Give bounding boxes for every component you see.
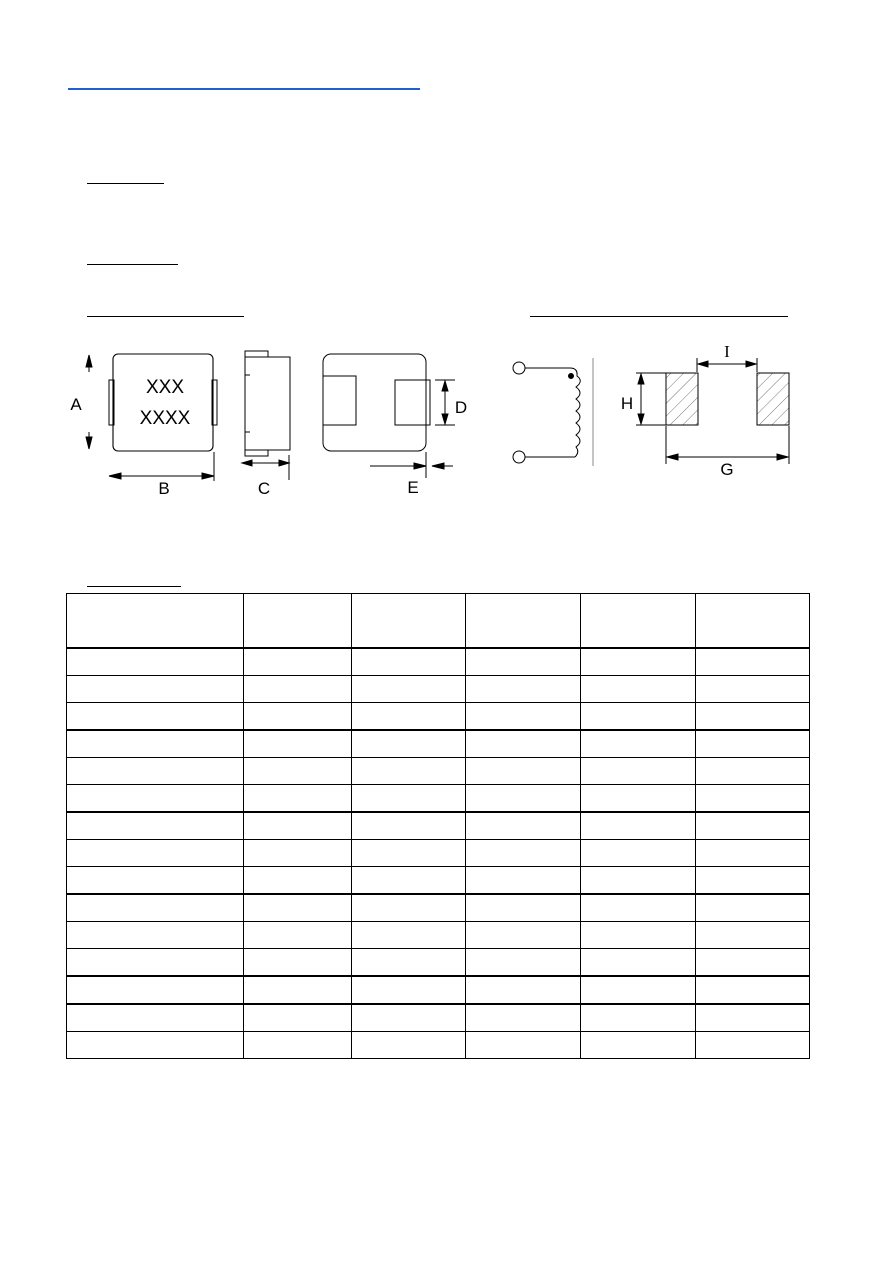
dimension-d-line	[435, 380, 455, 425]
table-cell	[466, 703, 581, 731]
table-cell	[67, 648, 244, 676]
table-cell	[67, 867, 244, 895]
table-cell	[352, 840, 466, 867]
table-row	[67, 867, 810, 895]
table-cell	[581, 1004, 696, 1032]
table-cell	[581, 676, 696, 703]
table-row	[67, 730, 810, 758]
table-cell	[696, 1004, 810, 1032]
table-row	[67, 1004, 810, 1032]
front-view	[109, 354, 217, 451]
bottom-view	[323, 354, 430, 451]
table-cell	[696, 785, 810, 813]
table-row	[67, 949, 810, 977]
table-row	[67, 894, 810, 922]
table-cell	[466, 976, 581, 1004]
label-b: B	[158, 479, 170, 498]
table-cell	[466, 758, 581, 785]
table-cell	[696, 812, 810, 840]
table-cell	[696, 730, 810, 758]
table-cell	[696, 922, 810, 949]
schematic-heading-underline	[530, 316, 788, 317]
table-cell	[466, 812, 581, 840]
table-cell	[466, 867, 581, 895]
table-cell	[581, 730, 696, 758]
table-cell	[696, 976, 810, 1004]
table-cell	[244, 758, 352, 785]
section-heading-underline-1	[87, 183, 164, 184]
table-cell	[352, 730, 466, 758]
label-d: D	[454, 398, 468, 417]
table-cell	[696, 949, 810, 977]
table-header-cell	[581, 594, 696, 649]
table-row	[67, 676, 810, 703]
table-cell	[67, 730, 244, 758]
table-cell	[352, 785, 466, 813]
table-cell	[466, 894, 581, 922]
table-cell	[67, 922, 244, 949]
table-cell	[352, 676, 466, 703]
table-row	[67, 976, 810, 1004]
table-cell	[352, 1032, 466, 1059]
table-cell	[244, 867, 352, 895]
table-header-cell	[244, 594, 352, 649]
table-cell	[244, 949, 352, 977]
table-cell	[352, 648, 466, 676]
table-cell	[352, 812, 466, 840]
table-cell	[581, 758, 696, 785]
table-header-cell	[696, 594, 810, 649]
table-cell	[244, 703, 352, 731]
table-cell	[67, 703, 244, 731]
dimension-e-line	[370, 452, 453, 478]
table-cell	[696, 703, 810, 731]
table-cell	[244, 840, 352, 867]
label-i: I	[724, 342, 730, 361]
table-header-cell	[466, 594, 581, 649]
table-cell	[352, 894, 466, 922]
table-cell	[581, 812, 696, 840]
dimension-b-line	[109, 452, 214, 481]
table-cell	[244, 976, 352, 1004]
marking-line-1: XXX	[145, 377, 185, 398]
table-header-cell	[352, 594, 466, 649]
table-cell	[581, 648, 696, 676]
label-g: G	[720, 460, 734, 479]
table-row	[67, 648, 810, 676]
table-cell	[466, 949, 581, 977]
table-cell	[67, 1004, 244, 1032]
table-cell	[352, 949, 466, 977]
table-cell	[466, 840, 581, 867]
table-cell	[466, 785, 581, 813]
table-cell	[244, 1032, 352, 1059]
table-cell	[581, 922, 696, 949]
table-cell	[696, 840, 810, 867]
table-cell	[581, 840, 696, 867]
table-cell	[352, 1004, 466, 1032]
table-cell	[696, 894, 810, 922]
table-cell	[466, 1004, 581, 1032]
side-view	[245, 351, 290, 456]
dimension-drawing	[0, 330, 892, 505]
table-cell	[67, 812, 244, 840]
table-row	[67, 703, 810, 731]
label-h: H	[620, 394, 634, 413]
label-c: C	[257, 479, 271, 498]
table-row	[67, 758, 810, 785]
table-cell	[352, 867, 466, 895]
table-cell	[696, 758, 810, 785]
table-cell	[244, 676, 352, 703]
dimension-a-arrows	[86, 355, 92, 449]
table-cell	[696, 1032, 810, 1059]
dimensions-heading-underline	[87, 316, 244, 317]
table-cell	[352, 922, 466, 949]
table-cell	[352, 976, 466, 1004]
table-cell	[581, 703, 696, 731]
table-cell	[581, 894, 696, 922]
land-pattern	[636, 358, 789, 464]
table-header-row	[67, 594, 810, 649]
table-row	[67, 812, 810, 840]
table-row	[67, 1032, 810, 1059]
table-cell	[244, 1004, 352, 1032]
label-e: E	[407, 478, 419, 497]
table-cell	[67, 840, 244, 867]
section-heading-underline-2	[87, 264, 178, 265]
table-cell	[352, 703, 466, 731]
document-title-link-underline[interactable]	[68, 88, 420, 90]
table-cell	[466, 730, 581, 758]
table-cell	[67, 676, 244, 703]
table-cell	[244, 785, 352, 813]
table-cell	[696, 648, 810, 676]
table-cell	[581, 785, 696, 813]
table-row	[67, 785, 810, 813]
table-cell	[352, 758, 466, 785]
table-cell	[244, 894, 352, 922]
table-cell	[581, 1032, 696, 1059]
table-cell	[244, 812, 352, 840]
table-cell	[581, 949, 696, 977]
label-a: A	[70, 395, 82, 414]
table-cell	[244, 922, 352, 949]
table-cell	[696, 676, 810, 703]
table-cell	[466, 922, 581, 949]
table-row	[67, 840, 810, 867]
table-cell	[581, 867, 696, 895]
table-row	[67, 922, 810, 949]
inductor-schematic	[513, 358, 593, 466]
table-header-cell	[67, 594, 244, 649]
table-cell	[244, 730, 352, 758]
marking-line-2: XXXX	[139, 408, 191, 429]
table-cell	[67, 949, 244, 977]
dimension-c-line	[242, 455, 289, 480]
specifications-heading-underline	[87, 586, 181, 587]
table-cell	[67, 894, 244, 922]
table-cell	[466, 648, 581, 676]
table-cell	[466, 1032, 581, 1059]
table-cell	[67, 758, 244, 785]
table-cell	[581, 976, 696, 1004]
table-cell	[696, 867, 810, 895]
table-cell	[67, 976, 244, 1004]
table-cell	[67, 785, 244, 813]
specifications-table	[66, 593, 810, 1059]
table-cell	[244, 648, 352, 676]
table-cell	[466, 676, 581, 703]
table-cell	[67, 1032, 244, 1059]
